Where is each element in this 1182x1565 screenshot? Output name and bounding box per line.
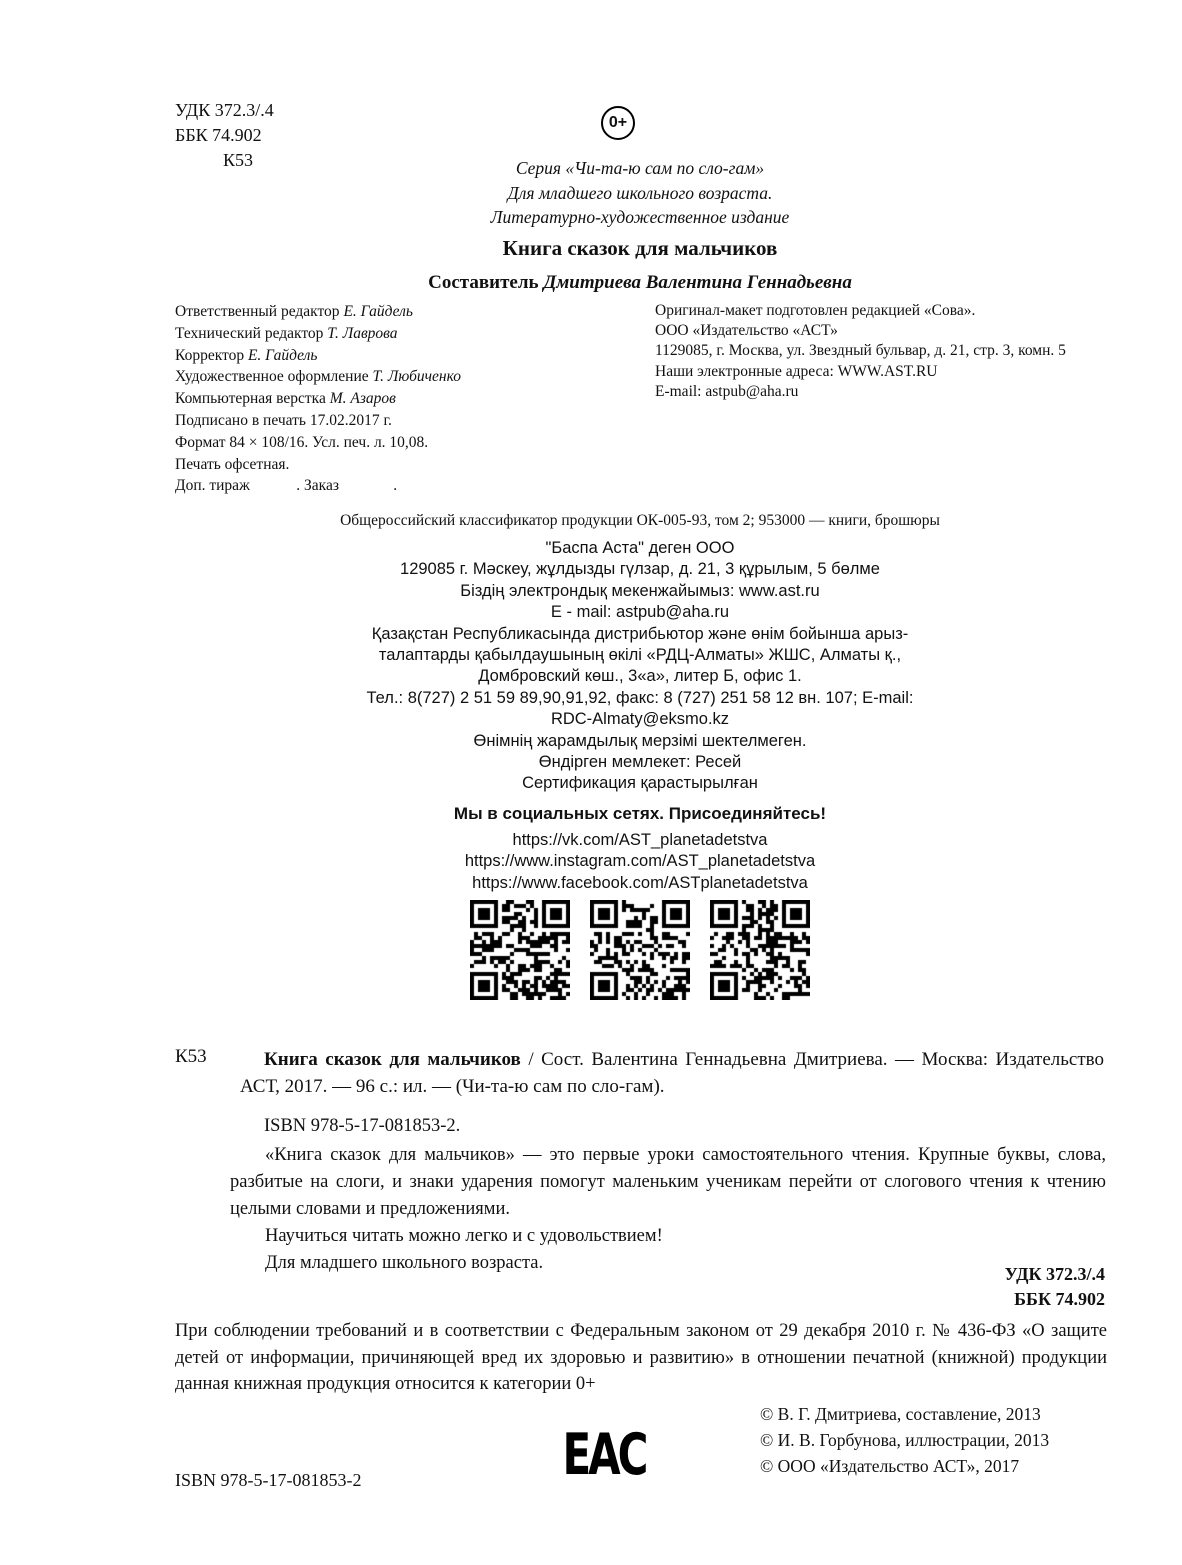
print-info-block — [175, 410, 428, 497]
age-rating-icon — [601, 106, 635, 140]
social-link-instagram: https://www.instagram.com/AST_planetadetstva — [464, 852, 816, 871]
qr-code-2 — [590, 900, 690, 1000]
kazakh-line: талаптарды қабылдаушының өкілі «РДЦ-Алматы» ЖШС, Алматы қ., — [378, 646, 902, 665]
staff-row: Художественное оформление Т. Любиченко — [175, 368, 462, 386]
kazakh-line: Біздің электрондық мекенжайымыз: www.ast.ru — [460, 581, 820, 600]
kazakh-line: "Баспа Аста" деген ООО — [545, 539, 735, 557]
catalog-rest: / Сост. Валентина Геннадьевна Дмитриева. — Москва: Издательство АСТ, 2017. — 96 с.: ил. — (Чи-та-ю сам по сло-гам). — [240, 1049, 1104, 1097]
eac-conformity-icon: ЕАС — [562, 1420, 646, 1488]
print-run: Доп. тираж . Заказ . — [175, 477, 398, 495]
staff-row: Технический редактор Т. Лаврова — [175, 324, 398, 342]
social-link-vk: https://vk.com/AST_planetadetstva — [512, 831, 768, 849]
book-code: К53 — [223, 150, 254, 170]
annotation-text: «Книга сказок для мальчиков» — это первые уроки самостоятельного чтения. Крупные буквы, слова, разбитые на слоги, и знаки ударения помогут маленьким ученикам перейти от слогового чтения к чтению целыми словами и предложениями. — [230, 1145, 1106, 1219]
compiler-line — [175, 272, 1105, 294]
staff-row: Корректор Е. Гайдель — [175, 346, 318, 364]
staff-row: Компьютерная верстка М. Азаров — [175, 390, 396, 408]
copyright-block — [760, 1401, 1049, 1479]
social-link-facebook: https://www.facebook.com/ASTplanetadetstva — [472, 873, 808, 892]
publisher-email: E-mail: astpub@aha.ru — [655, 382, 799, 400]
udk-bbk-right-block — [175, 1262, 1105, 1312]
kazakh-line: RDC-Almaty@eksmo.kz — [550, 710, 730, 729]
product-classifier: Общероссийский классификатор продукции ОК-005-93, том 2; 953000 — книги, брошюры — [340, 512, 940, 529]
publisher-column — [655, 301, 1107, 402]
qr-code-1 — [470, 900, 570, 1000]
publisher-web: Наши электронные адреса: WWW.AST.RU — [655, 362, 938, 380]
kazakh-line: Өнімнің жарамдылық мерзімі шектелмеген. — [473, 731, 807, 750]
staff-row: Ответственный редактор Е. Гайдель — [175, 303, 413, 320]
annotation-line3: Для младшего школьного возраста. — [265, 1253, 544, 1273]
qr-code-row — [175, 900, 1105, 1000]
footer-isbn: ISBN 978-5-17-081853-2 — [175, 1470, 362, 1490]
udk-number-right: УДК 372.3/.4 — [1004, 1264, 1105, 1284]
annotation-line2: Научиться читать можно легко и с удовольствием! — [265, 1226, 663, 1246]
kazakh-distributor-block — [175, 538, 1105, 795]
series-block — [175, 156, 1105, 230]
series-name: Серия «Чи-та-ю сам по сло-гам» — [515, 158, 765, 178]
age-rating-label: 0+ — [608, 114, 628, 131]
kazakh-line: Тел.: 8(727) 2 51 59 89,90,91,92, факс: 8 (727) 251 58 12 вн. 107; E-mail: — [366, 688, 914, 707]
social-heading: Мы в социальных сетях. Присоединяйтесь! — [453, 804, 827, 823]
copyright-compiler: © В. Г. Дмитриева, составление, 2013 — [760, 1404, 1041, 1424]
kazakh-line: Қазақстан Республикасында дистрибьютор және өнім бойынша арыз- — [371, 624, 909, 643]
publisher-address: 1129085, г. Москва, ул. Звездный бульвар, д. 21, стр. 3, комн. 5 — [655, 342, 1066, 360]
print-method: Печать офсетная. — [175, 455, 290, 473]
catalog-title: Книга сказок для мальчиков — [264, 1049, 521, 1070]
kazakh-line: E - mail: astpub@aha.ru — [550, 603, 730, 622]
kazakh-line: 129085 г. Мәскеу, жұлдызды гүлзар, д. 21, 3 құрылым, 5 бөлме — [400, 560, 880, 579]
print-date: Подписано в печать 17.02.2017 г. — [175, 412, 392, 429]
catalog-entry — [240, 1046, 1104, 1100]
kazakh-line: Домбровский көш., 3«а», литер Б, офис 1. — [478, 667, 802, 686]
bbk-number: ББК 74.902 — [175, 125, 262, 145]
page-title: Книга сказок для мальчиков — [502, 236, 778, 260]
publisher-name: ООО «Издательство «АСТ» — [655, 322, 838, 340]
print-format: Формат 84 × 108/16. Усл. печ. л. 10,08. — [175, 433, 429, 451]
legal-notice: При соблюдении требований и в соответствии с Федеральным законом от 29 декабря 2010 г. № 436-ФЗ «О защите детей от информации, причиняющей вред их здоровью и развитию» в отношении печатной (книжной) продукции данная книжная продукция относится к категории 0+ — [175, 1321, 1107, 1394]
isbn-line: ISBN 978-5-17-081853-2. — [264, 1116, 461, 1136]
udk-number: УДК 372.3/.4 — [175, 100, 274, 120]
publisher-origin: Оригинал-макет подготовлен редакцией «Сова». — [655, 302, 976, 319]
series-edition-type: Литературно-художественное издание — [490, 207, 790, 227]
annotation-block — [230, 1142, 1106, 1277]
catalog-code: К53 — [175, 1046, 207, 1067]
kazakh-line: Өндірген мемлекет: Ресей — [538, 753, 742, 772]
compiler-label: Составитель — [428, 272, 539, 293]
kazakh-line: Сертификация қарастырылған — [522, 774, 758, 793]
social-links — [175, 830, 1105, 894]
qr-code-3 — [710, 900, 810, 1000]
bbk-number-right: ББК 74.902 — [1014, 1289, 1105, 1309]
compiler-name: Дмитриева Валентина Геннадьевна — [543, 272, 852, 293]
copyright-illustrator: © И. В. Горбунова, иллюстрации, 2013 — [760, 1430, 1050, 1450]
staff-column — [175, 301, 461, 410]
series-audience: Для младшего школьного возраста. — [507, 182, 773, 203]
copyright-publisher: © ООО «Издательство АСТ», 2017 — [760, 1456, 1020, 1476]
